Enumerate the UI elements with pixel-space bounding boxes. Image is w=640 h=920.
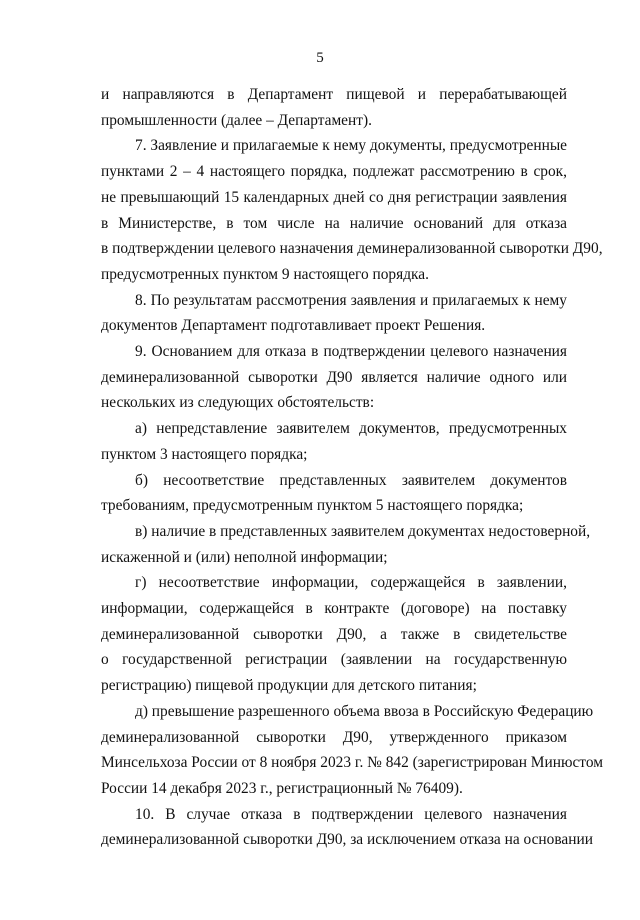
page-number: 5 (316, 50, 324, 66)
text-line: нескольких из следующих обстоятельств: (101, 394, 375, 412)
text-line: б) несоответствие представленных заявителем документов (135, 471, 567, 489)
paragraph-p9b (101, 468, 567, 519)
text-line: г) несоответствие информации, содержащейся в заявлении, (135, 574, 567, 592)
text-line: о государственной регистрации (заявлении на государственную (101, 651, 567, 669)
text-line: России 14 декабря 2023 г., регистрационный № 76409). (101, 779, 463, 797)
text-line: искаженной и (или) неполной информации; (101, 548, 388, 566)
text-line: предусмотренных пунктом 9 настоящего порядка. (101, 265, 429, 283)
text-line: пунктами 2 – 4 настоящего порядка, подлежат рассмотрению в срок, (101, 163, 567, 181)
text-line: документов Департамент подготавливает проект Решения. (101, 317, 486, 335)
paragraph-p9g (101, 570, 567, 699)
paragraph-p9 (101, 339, 567, 416)
text-line: в подтверждении целевого назначения деминерализованной сыворотки Д90, (101, 240, 603, 258)
text-line: 7. Заявление и прилагаемые к нему документы, предусмотренные (135, 137, 567, 155)
text-line: и направляются в Департамент пищевой и перерабатывающей (101, 86, 567, 103)
paragraph-p10 (101, 802, 593, 853)
text-line: не превышающий 15 календарных дней со дня регистрации заявления (101, 188, 567, 206)
text-line: а) непредставление заявителем документов, предусмотренных (135, 420, 567, 438)
document-body (101, 82, 603, 853)
text-line: информации, содержащейся в контракте (договоре) на поставку (101, 600, 567, 618)
text-line: д) превышение разрешенного объема ввоза в Российскую Федерацию (135, 702, 594, 720)
paragraph-p8 (101, 288, 567, 339)
text-line: 9. Основанием для отказа в подтверждении целевого назначения (135, 343, 567, 361)
text-line: в) наличие в представленных заявителем документах недостоверной, (135, 522, 591, 540)
paragraph-p-cont (101, 82, 567, 133)
text-line: пунктом 3 настоящего порядка; (101, 445, 308, 463)
text-line: деминерализованной сыворотки Д90, утвержденного приказом (101, 728, 567, 746)
text-line: 10. В случае отказа в подтверждении целевого назначения (135, 805, 567, 823)
text-line: 8. По результатам рассмотрения заявления и прилагаемых к нему (135, 291, 567, 309)
paragraph-p9d (101, 699, 603, 802)
text-line: деминерализованной сыворотки Д90, а также в свидетельстве (101, 625, 567, 643)
text-line: деминерализованной сыворотки Д90 является наличие одного или (101, 368, 567, 386)
text-line: регистрацию) пищевой продукции для детского питания; (101, 677, 477, 695)
text-line: деминерализованной сыворотки Д90, за исключением отказа на основании (101, 831, 593, 849)
text-line: Минсельхоза России от 8 ноября 2023 г. № 842 (зарегистрирован Минюстом (101, 754, 603, 772)
text-line: промышленности (далее – Департамент). (101, 111, 372, 129)
paragraph-p9a (101, 416, 567, 467)
text-line: требованиям, предусмотренным пунктом 5 настоящего порядка; (101, 497, 524, 515)
paragraph-p7 (101, 133, 603, 287)
paragraph-p9c (101, 519, 591, 570)
text-line: в Министерстве, в том числе на наличие оснований для отказа (101, 214, 567, 232)
